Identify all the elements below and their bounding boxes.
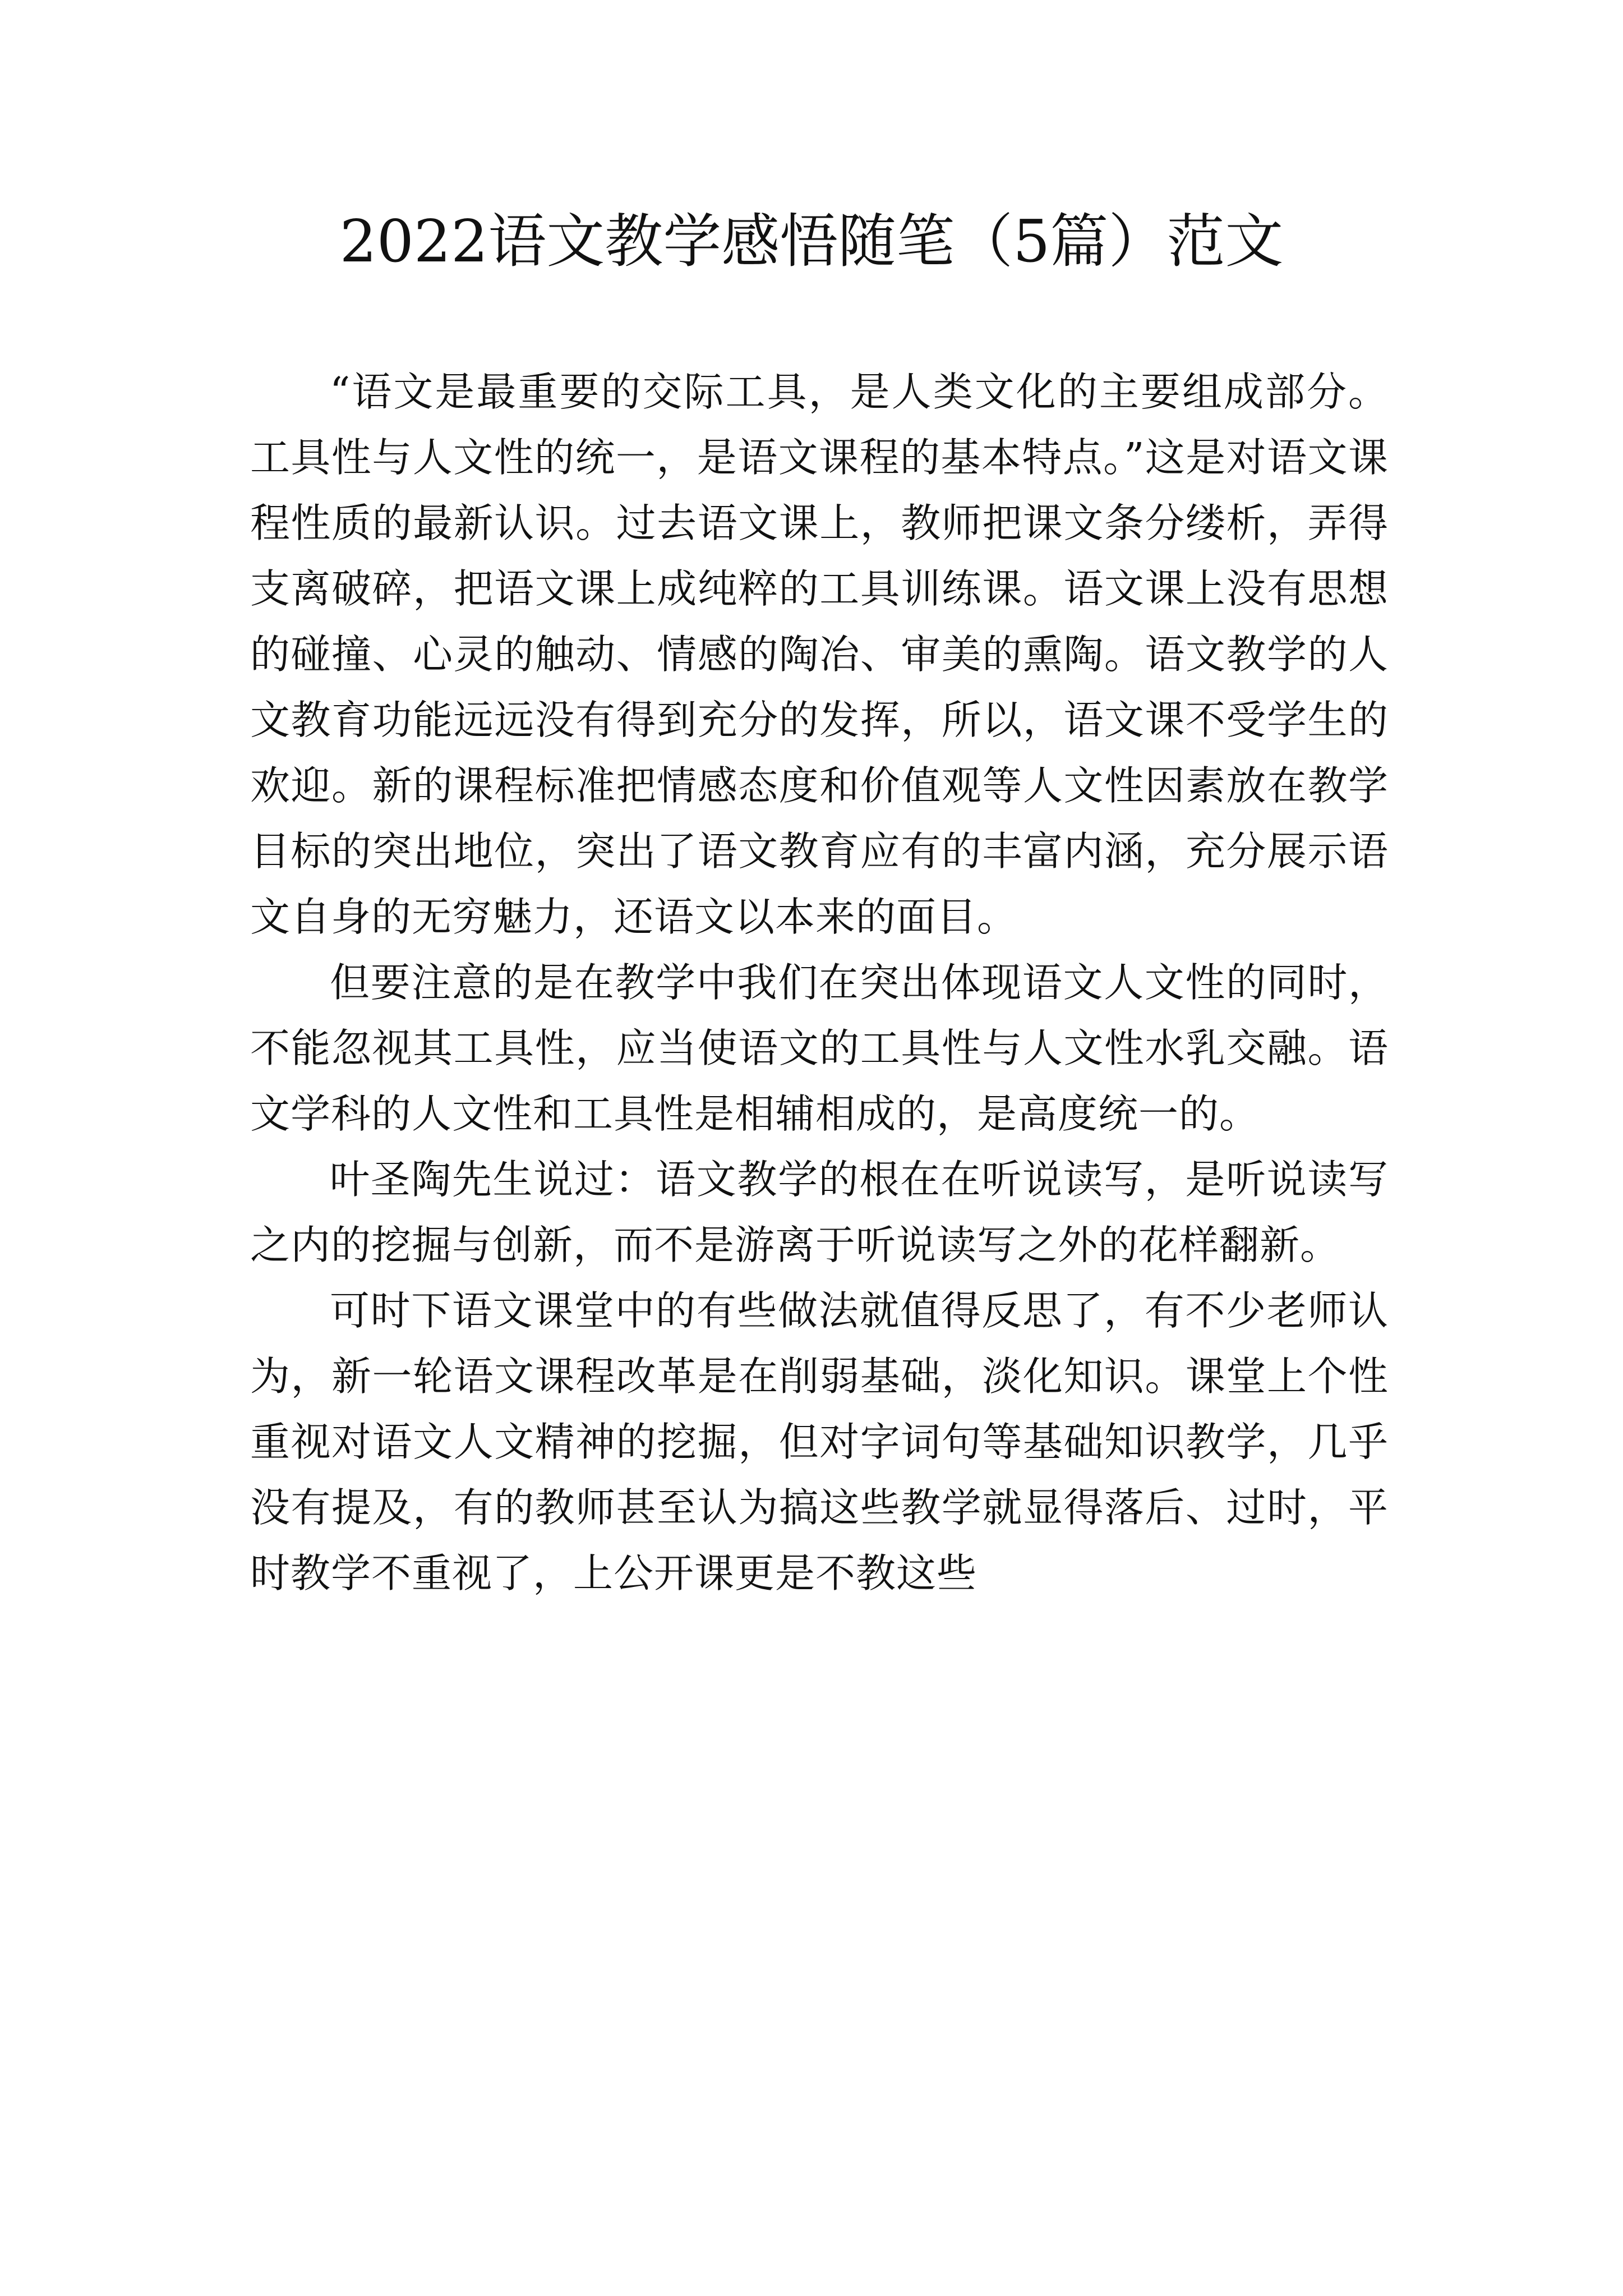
document-title: 2022语文教学感悟随笔（5篇）范文 (339, 207, 1284, 275)
document-body (250, 359, 1389, 1606)
paragraph-3: 叶圣陶先生说过：语文教学的根在在听说读写，是听说读写之内的挖掘与创新，而不是游离于听说读写之外的花样翻新。 (250, 1156, 1389, 1268)
paragraph-4: 可时下语文课堂中的有些做法就值得反思了，有不少老师认为，新一轮语文课程改革是在削弱基础，淡化知识。课堂上个性重视对语文人文精神的挖掘，但对字词句等基础知识教学，几乎没有提及，有的教师甚至认为搞这些教学就显得落后、过时，平时教学不重视了，上公开课更是不教这些 (250, 1287, 1389, 1596)
paragraph-2: 但要注意的是在教学中我们在突出体现语文人文性的同时，不能忽视其工具性，应当使语文的工具性与人文性水乳交融。语文学科的人文性和工具性是相辅相成的，是高度统一的。 (250, 959, 1389, 1137)
paragraph-1: “语文是最重要的交际工具，是人类文化的主要组成部分。工具性与人文性的统一，是语文课程的基本特点。”这是对语文课程性质的最新认识。过去语文课上，教师把课文条分缕析，弄得支离破碎，把语文课上成纯粹的工具训练课。语文课上没有思想的碰撞、心灵的触动、情感的陶冶、审美的熏陶。语文教学的人文教育功能远远没有得到充分的发挥，所以，语文课不受学生的欢迎。新的课程标准把情感态度和价值观等人文性因素放在教学目标的突出地位，突出了语文教育应有的丰富内涵，充分展示语文自身的无穷魅力，还语文以本来的面目。 (250, 369, 1389, 940)
